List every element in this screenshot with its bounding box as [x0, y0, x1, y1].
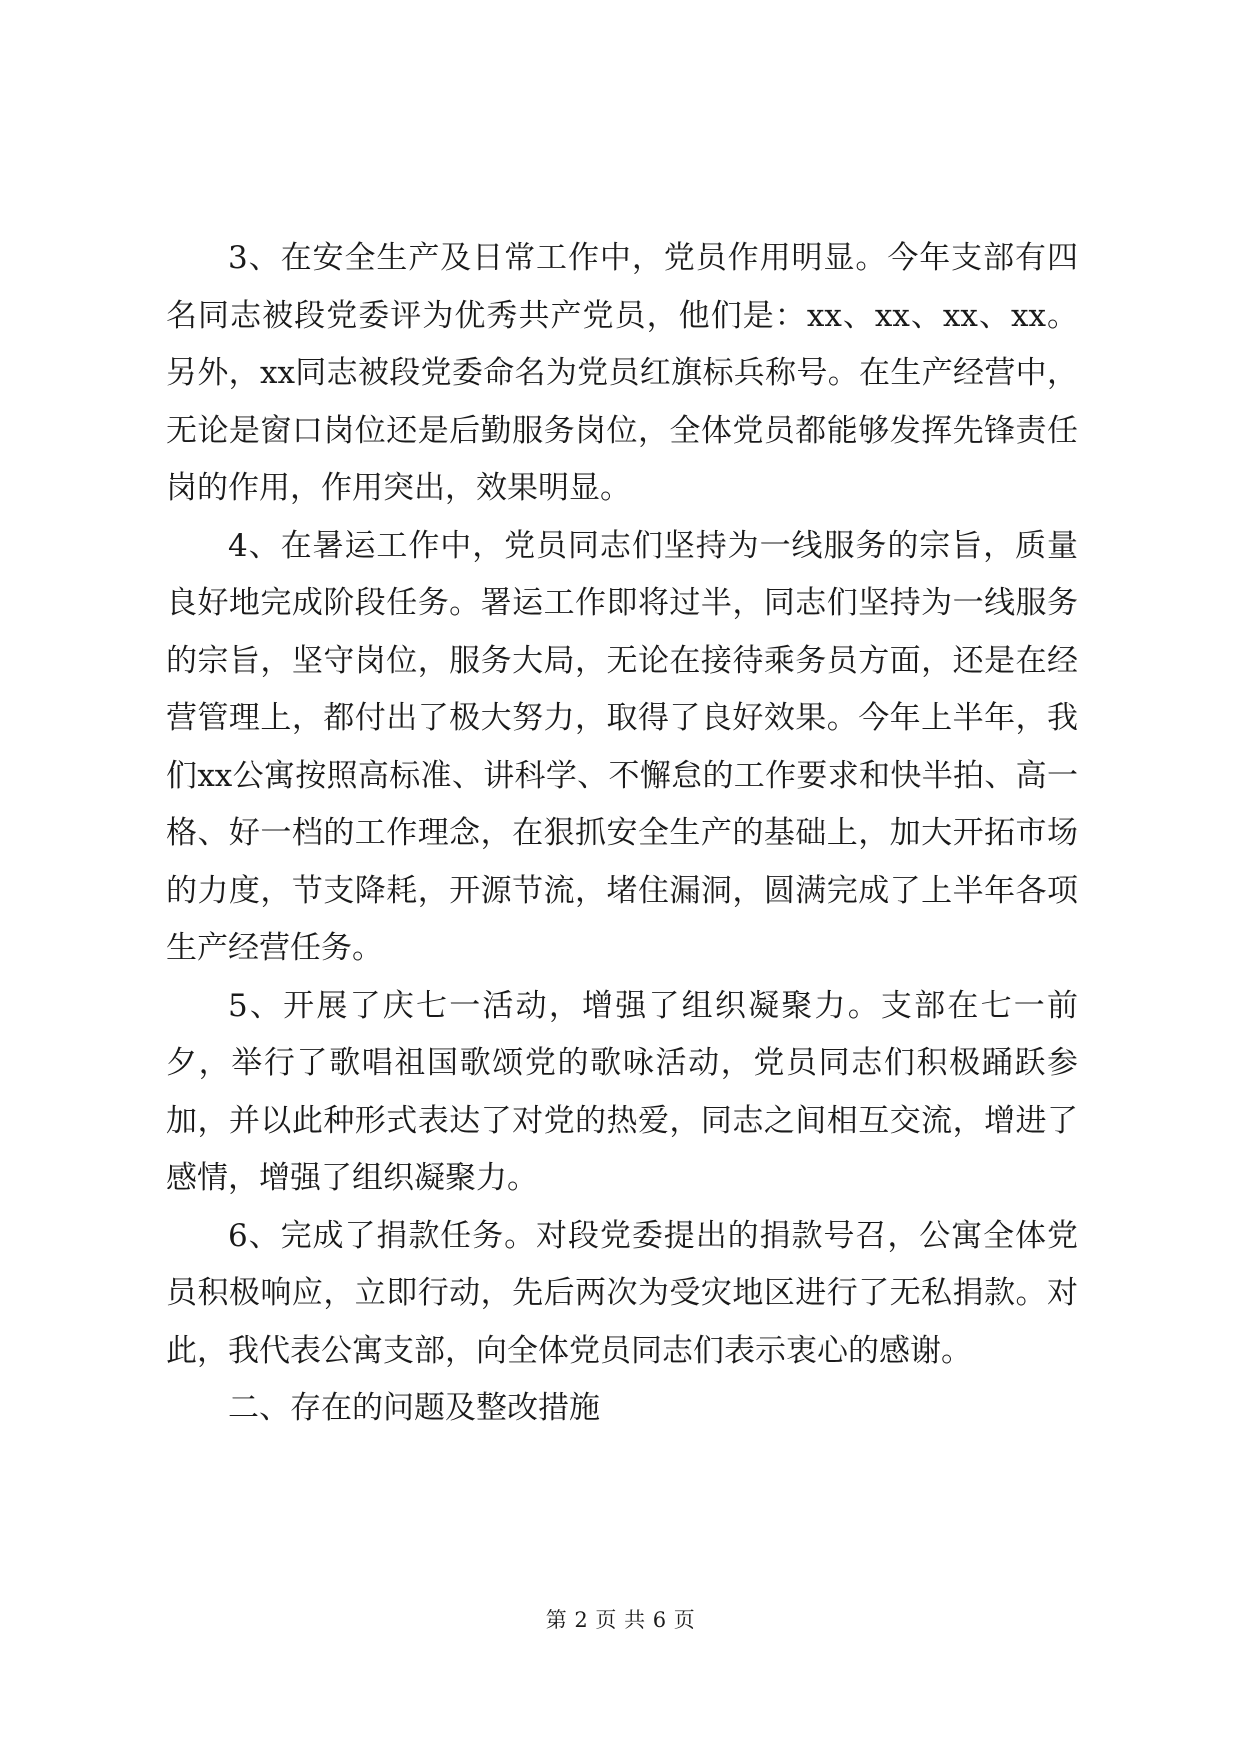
document-body: [166, 230, 1078, 1438]
paragraph-item-6: 6、完成了捐款任务。对段党委提出的捐款号召，公寓全体党员积极响应，立即行动，先后两次为受灾地区进行了无私捐款。对此，我代表公寓支部，向全体党员同志们表示衷心的感谢。: [166, 1217, 1078, 1369]
section-heading: 二、存在的问题及整改措施: [228, 1390, 600, 1426]
paragraph-item-5: 5、开展了庆七一活动，增强了组织凝聚力。支部在七一前夕，举行了歌唱祖国歌颂党的歌咏活动，党员同志们积极踊跃参加，并以此种形式表达了对党的热爱，同志之间相互交流，增进了感情，增强了组织凝聚力。: [166, 987, 1078, 1196]
paragraph-item-3: 3、在安全生产及日常工作中，党员作用明显。今年支部有四名同志被段党委评为优秀共产党员，他们是：xx、xx、xx、xx。另外，xx同志被段党委命名为党员红旗标兵称号。在生产经营中，无论是窗口岗位还是后勤服务岗位，全体党员都能够发挥先锋责任岗的作用，作用突出，效果明显。: [166, 240, 1078, 506]
page-number-footer: 第 2 页 共 6 页: [545, 1608, 696, 1632]
paragraph-item-4: 4、在暑运工作中，党员同志们坚持为一线服务的宗旨，质量良好地完成阶段任务。署运工作即将过半，同志们坚持为一线服务的宗旨，坚守岗位，服务大局，无论在接待乘务员方面，还是在经营管理上，都付出了极大努力，取得了良好效果。今年上半年，我们xx公寓按照高标准、讲科学、不懈怠的工作要求和快半拍、高一格、好一档的工作理念，在狠抓安全生产的基础上，加大开拓市场的力度，节支降耗，开源节流，堵住漏洞，圆满完成了上半年各项生产经营任务。: [166, 527, 1078, 966]
